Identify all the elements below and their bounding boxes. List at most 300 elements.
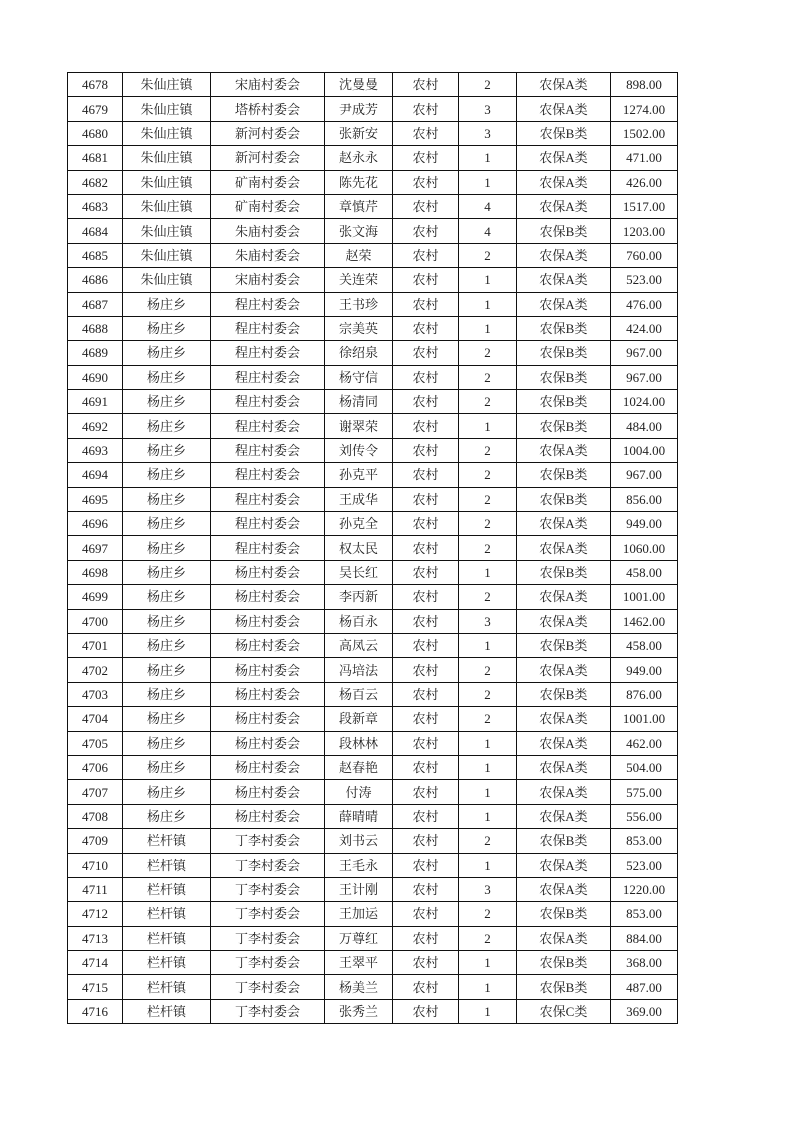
- household-type-cell: 农村: [393, 804, 459, 828]
- serial-number-cell: 4705: [68, 731, 123, 755]
- beneficiary-table: [67, 72, 678, 1024]
- insurance-category-cell: 农保A类: [517, 926, 611, 950]
- household-type-cell: 农村: [393, 512, 459, 536]
- household-type-cell: 农村: [393, 975, 459, 999]
- name-cell: 段林林: [325, 731, 393, 755]
- household-type-cell: 农村: [393, 146, 459, 170]
- village-committee-cell: 朱庙村委会: [211, 219, 325, 243]
- household-size-cell: 1: [459, 975, 517, 999]
- serial-number-cell: 4716: [68, 999, 123, 1023]
- household-size-cell: 1: [459, 633, 517, 657]
- village-committee-cell: 宋庙村委会: [211, 268, 325, 292]
- serial-number-cell: 4712: [68, 902, 123, 926]
- household-type-cell: 农村: [393, 487, 459, 511]
- household-type-cell: 农村: [393, 999, 459, 1023]
- insurance-category-cell: 农保A类: [517, 243, 611, 267]
- table-row: [68, 292, 678, 316]
- serial-number-cell: 4682: [68, 170, 123, 194]
- table-row: [68, 121, 678, 145]
- amount-cell: 967.00: [611, 463, 678, 487]
- village-committee-cell: 程庄村委会: [211, 438, 325, 462]
- household-size-cell: 3: [459, 121, 517, 145]
- name-cell: 赵荣: [325, 243, 393, 267]
- table-row: [68, 585, 678, 609]
- name-cell: 孙克全: [325, 512, 393, 536]
- township-cell: 栏杆镇: [123, 975, 211, 999]
- amount-cell: 1220.00: [611, 877, 678, 901]
- household-type-cell: 农村: [393, 97, 459, 121]
- table-row: [68, 146, 678, 170]
- table-row: [68, 609, 678, 633]
- table-row: [68, 268, 678, 292]
- table-row: [68, 731, 678, 755]
- household-type-cell: 农村: [393, 951, 459, 975]
- name-cell: 高凤云: [325, 633, 393, 657]
- village-committee-cell: 程庄村委会: [211, 536, 325, 560]
- table-row: [68, 780, 678, 804]
- household-size-cell: 2: [459, 487, 517, 511]
- serial-number-cell: 4681: [68, 146, 123, 170]
- township-cell: 杨庄乡: [123, 316, 211, 340]
- village-committee-cell: 程庄村委会: [211, 463, 325, 487]
- household-type-cell: 农村: [393, 609, 459, 633]
- serial-number-cell: 4713: [68, 926, 123, 950]
- name-cell: 陈先花: [325, 170, 393, 194]
- household-type-cell: 农村: [393, 902, 459, 926]
- insurance-category-cell: 农保A类: [517, 438, 611, 462]
- household-type-cell: 农村: [393, 243, 459, 267]
- table-row: [68, 707, 678, 731]
- village-committee-cell: 程庄村委会: [211, 341, 325, 365]
- household-size-cell: 2: [459, 585, 517, 609]
- insurance-category-cell: 农保B类: [517, 365, 611, 389]
- household-size-cell: 1: [459, 146, 517, 170]
- amount-cell: 1502.00: [611, 121, 678, 145]
- serial-number-cell: 4711: [68, 877, 123, 901]
- amount-cell: 369.00: [611, 999, 678, 1023]
- name-cell: 张文海: [325, 219, 393, 243]
- amount-cell: 898.00: [611, 73, 678, 97]
- township-cell: 栏杆镇: [123, 999, 211, 1023]
- table-row: [68, 463, 678, 487]
- name-cell: 李丙新: [325, 585, 393, 609]
- serial-number-cell: 4689: [68, 341, 123, 365]
- name-cell: 徐绍泉: [325, 341, 393, 365]
- household-size-cell: 1: [459, 780, 517, 804]
- household-type-cell: 农村: [393, 926, 459, 950]
- table-row: [68, 926, 678, 950]
- table-row: [68, 365, 678, 389]
- household-size-cell: 1: [459, 268, 517, 292]
- household-type-cell: 农村: [393, 414, 459, 438]
- household-size-cell: 2: [459, 438, 517, 462]
- village-committee-cell: 程庄村委会: [211, 414, 325, 438]
- township-cell: 杨庄乡: [123, 609, 211, 633]
- insurance-category-cell: 农保A类: [517, 170, 611, 194]
- name-cell: 王书珍: [325, 292, 393, 316]
- serial-number-cell: 4696: [68, 512, 123, 536]
- name-cell: 赵永永: [325, 146, 393, 170]
- name-cell: 章慎芹: [325, 194, 393, 218]
- name-cell: 刘书云: [325, 829, 393, 853]
- serial-number-cell: 4707: [68, 780, 123, 804]
- township-cell: 杨庄乡: [123, 365, 211, 389]
- insurance-category-cell: 农保A类: [517, 73, 611, 97]
- insurance-category-cell: 农保B类: [517, 487, 611, 511]
- amount-cell: 853.00: [611, 829, 678, 853]
- village-committee-cell: 朱庙村委会: [211, 243, 325, 267]
- township-cell: 栏杆镇: [123, 853, 211, 877]
- village-committee-cell: 丁李村委会: [211, 829, 325, 853]
- township-cell: 杨庄乡: [123, 463, 211, 487]
- table-row: [68, 951, 678, 975]
- household-size-cell: 1: [459, 804, 517, 828]
- insurance-category-cell: 农保A类: [517, 609, 611, 633]
- insurance-category-cell: 农保B类: [517, 633, 611, 657]
- table-row: [68, 243, 678, 267]
- village-committee-cell: 杨庄村委会: [211, 804, 325, 828]
- village-committee-cell: 塔桥村委会: [211, 97, 325, 121]
- village-committee-cell: 杨庄村委会: [211, 731, 325, 755]
- household-size-cell: 4: [459, 219, 517, 243]
- name-cell: 冯培法: [325, 658, 393, 682]
- township-cell: 杨庄乡: [123, 755, 211, 779]
- township-cell: 栏杆镇: [123, 951, 211, 975]
- village-committee-cell: 新河村委会: [211, 121, 325, 145]
- serial-number-cell: 4703: [68, 682, 123, 706]
- township-cell: 杨庄乡: [123, 438, 211, 462]
- household-size-cell: 3: [459, 97, 517, 121]
- name-cell: 沈曼曼: [325, 73, 393, 97]
- table-row: [68, 194, 678, 218]
- township-cell: 杨庄乡: [123, 536, 211, 560]
- household-size-cell: 2: [459, 243, 517, 267]
- amount-cell: 523.00: [611, 268, 678, 292]
- amount-cell: 1001.00: [611, 585, 678, 609]
- serial-number-cell: 4680: [68, 121, 123, 145]
- household-type-cell: 农村: [393, 658, 459, 682]
- table-row: [68, 853, 678, 877]
- household-type-cell: 农村: [393, 755, 459, 779]
- household-type-cell: 农村: [393, 780, 459, 804]
- insurance-category-cell: 农保A类: [517, 194, 611, 218]
- township-cell: 杨庄乡: [123, 707, 211, 731]
- village-committee-cell: 杨庄村委会: [211, 780, 325, 804]
- name-cell: 杨百永: [325, 609, 393, 633]
- name-cell: 关连荣: [325, 268, 393, 292]
- name-cell: 刘传令: [325, 438, 393, 462]
- table-row: [68, 902, 678, 926]
- name-cell: 薛晴晴: [325, 804, 393, 828]
- amount-cell: 458.00: [611, 560, 678, 584]
- village-committee-cell: 程庄村委会: [211, 487, 325, 511]
- household-type-cell: 农村: [393, 682, 459, 706]
- amount-cell: 1517.00: [611, 194, 678, 218]
- amount-cell: 949.00: [611, 658, 678, 682]
- amount-cell: 856.00: [611, 487, 678, 511]
- name-cell: 孙克平: [325, 463, 393, 487]
- insurance-category-cell: 农保A类: [517, 146, 611, 170]
- household-size-cell: 2: [459, 341, 517, 365]
- amount-cell: 853.00: [611, 902, 678, 926]
- household-type-cell: 农村: [393, 365, 459, 389]
- insurance-category-cell: 农保A类: [517, 755, 611, 779]
- name-cell: 赵春艳: [325, 755, 393, 779]
- household-type-cell: 农村: [393, 121, 459, 145]
- serial-number-cell: 4684: [68, 219, 123, 243]
- household-size-cell: 1: [459, 999, 517, 1023]
- township-cell: 栏杆镇: [123, 877, 211, 901]
- household-size-cell: 2: [459, 926, 517, 950]
- name-cell: 权太民: [325, 536, 393, 560]
- township-cell: 朱仙庄镇: [123, 73, 211, 97]
- household-type-cell: 农村: [393, 633, 459, 657]
- table-row: [68, 219, 678, 243]
- village-committee-cell: 宋庙村委会: [211, 73, 325, 97]
- village-committee-cell: 矿南村委会: [211, 194, 325, 218]
- amount-cell: 556.00: [611, 804, 678, 828]
- insurance-category-cell: 农保B类: [517, 414, 611, 438]
- household-type-cell: 农村: [393, 219, 459, 243]
- serial-number-cell: 4690: [68, 365, 123, 389]
- serial-number-cell: 4704: [68, 707, 123, 731]
- name-cell: 王毛永: [325, 853, 393, 877]
- name-cell: 张秀兰: [325, 999, 393, 1023]
- name-cell: 吴长红: [325, 560, 393, 584]
- village-committee-cell: 杨庄村委会: [211, 682, 325, 706]
- household-type-cell: 农村: [393, 268, 459, 292]
- amount-cell: 1001.00: [611, 707, 678, 731]
- household-size-cell: 1: [459, 853, 517, 877]
- amount-cell: 424.00: [611, 316, 678, 340]
- serial-number-cell: 4691: [68, 390, 123, 414]
- insurance-category-cell: 农保A类: [517, 877, 611, 901]
- insurance-category-cell: 农保B类: [517, 682, 611, 706]
- village-committee-cell: 丁李村委会: [211, 877, 325, 901]
- household-size-cell: 1: [459, 755, 517, 779]
- serial-number-cell: 4706: [68, 755, 123, 779]
- amount-cell: 1060.00: [611, 536, 678, 560]
- household-size-cell: 2: [459, 73, 517, 97]
- table-row: [68, 73, 678, 97]
- household-size-cell: 2: [459, 390, 517, 414]
- table-row: [68, 390, 678, 414]
- serial-number-cell: 4708: [68, 804, 123, 828]
- serial-number-cell: 4685: [68, 243, 123, 267]
- insurance-category-cell: 农保A类: [517, 731, 611, 755]
- table-row: [68, 487, 678, 511]
- insurance-category-cell: 农保A类: [517, 512, 611, 536]
- household-type-cell: 农村: [393, 316, 459, 340]
- name-cell: 万尊红: [325, 926, 393, 950]
- township-cell: 朱仙庄镇: [123, 243, 211, 267]
- table-row: [68, 633, 678, 657]
- township-cell: 杨庄乡: [123, 414, 211, 438]
- household-size-cell: 2: [459, 829, 517, 853]
- township-cell: 杨庄乡: [123, 804, 211, 828]
- household-type-cell: 农村: [393, 170, 459, 194]
- table-row: [68, 97, 678, 121]
- township-cell: 朱仙庄镇: [123, 97, 211, 121]
- household-type-cell: 农村: [393, 341, 459, 365]
- serial-number-cell: 4709: [68, 829, 123, 853]
- township-cell: 朱仙庄镇: [123, 146, 211, 170]
- insurance-category-cell: 农保B类: [517, 463, 611, 487]
- serial-number-cell: 4701: [68, 633, 123, 657]
- serial-number-cell: 4694: [68, 463, 123, 487]
- household-size-cell: 2: [459, 463, 517, 487]
- serial-number-cell: 4698: [68, 560, 123, 584]
- insurance-category-cell: 农保B类: [517, 121, 611, 145]
- household-size-cell: 2: [459, 902, 517, 926]
- household-size-cell: 1: [459, 316, 517, 340]
- amount-cell: 575.00: [611, 780, 678, 804]
- name-cell: 杨百云: [325, 682, 393, 706]
- household-size-cell: 2: [459, 707, 517, 731]
- amount-cell: 471.00: [611, 146, 678, 170]
- table-row: [68, 512, 678, 536]
- serial-number-cell: 4702: [68, 658, 123, 682]
- village-committee-cell: 程庄村委会: [211, 512, 325, 536]
- household-size-cell: 4: [459, 194, 517, 218]
- household-type-cell: 农村: [393, 73, 459, 97]
- township-cell: 朱仙庄镇: [123, 194, 211, 218]
- name-cell: 杨守信: [325, 365, 393, 389]
- township-cell: 杨庄乡: [123, 292, 211, 316]
- household-type-cell: 农村: [393, 560, 459, 584]
- household-type-cell: 农村: [393, 292, 459, 316]
- name-cell: 王翠平: [325, 951, 393, 975]
- table-body: [68, 73, 678, 1024]
- amount-cell: 1203.00: [611, 219, 678, 243]
- insurance-category-cell: 农保B类: [517, 829, 611, 853]
- name-cell: 段新章: [325, 707, 393, 731]
- amount-cell: 504.00: [611, 755, 678, 779]
- serial-number-cell: 4700: [68, 609, 123, 633]
- insurance-category-cell: 农保B类: [517, 951, 611, 975]
- amount-cell: 884.00: [611, 926, 678, 950]
- village-committee-cell: 程庄村委会: [211, 292, 325, 316]
- village-committee-cell: 丁李村委会: [211, 853, 325, 877]
- name-cell: 张新安: [325, 121, 393, 145]
- amount-cell: 426.00: [611, 170, 678, 194]
- village-committee-cell: 杨庄村委会: [211, 585, 325, 609]
- household-size-cell: 3: [459, 877, 517, 901]
- household-type-cell: 农村: [393, 877, 459, 901]
- insurance-category-cell: 农保B类: [517, 902, 611, 926]
- household-type-cell: 农村: [393, 829, 459, 853]
- amount-cell: 368.00: [611, 951, 678, 975]
- insurance-category-cell: 农保A类: [517, 292, 611, 316]
- table-row: [68, 829, 678, 853]
- village-committee-cell: 丁李村委会: [211, 902, 325, 926]
- insurance-category-cell: 农保A类: [517, 658, 611, 682]
- serial-number-cell: 4678: [68, 73, 123, 97]
- household-type-cell: 农村: [393, 194, 459, 218]
- name-cell: 谢翠荣: [325, 414, 393, 438]
- township-cell: 朱仙庄镇: [123, 219, 211, 243]
- village-committee-cell: 程庄村委会: [211, 365, 325, 389]
- village-committee-cell: 丁李村委会: [211, 951, 325, 975]
- township-cell: 栏杆镇: [123, 829, 211, 853]
- amount-cell: 1004.00: [611, 438, 678, 462]
- amount-cell: 1274.00: [611, 97, 678, 121]
- household-size-cell: 2: [459, 512, 517, 536]
- village-committee-cell: 程庄村委会: [211, 390, 325, 414]
- insurance-category-cell: 农保A类: [517, 780, 611, 804]
- household-size-cell: 2: [459, 365, 517, 389]
- serial-number-cell: 4693: [68, 438, 123, 462]
- household-size-cell: 1: [459, 292, 517, 316]
- household-type-cell: 农村: [393, 731, 459, 755]
- township-cell: 杨庄乡: [123, 731, 211, 755]
- serial-number-cell: 4687: [68, 292, 123, 316]
- township-cell: 杨庄乡: [123, 487, 211, 511]
- serial-number-cell: 4683: [68, 194, 123, 218]
- township-cell: 栏杆镇: [123, 926, 211, 950]
- township-cell: 杨庄乡: [123, 390, 211, 414]
- village-committee-cell: 新河村委会: [211, 146, 325, 170]
- amount-cell: 1024.00: [611, 390, 678, 414]
- household-size-cell: 2: [459, 536, 517, 560]
- table-row: [68, 877, 678, 901]
- household-size-cell: 1: [459, 951, 517, 975]
- village-committee-cell: 丁李村委会: [211, 999, 325, 1023]
- insurance-category-cell: 农保B类: [517, 219, 611, 243]
- village-committee-cell: 杨庄村委会: [211, 755, 325, 779]
- village-committee-cell: 矿南村委会: [211, 170, 325, 194]
- insurance-category-cell: 农保A类: [517, 97, 611, 121]
- household-type-cell: 农村: [393, 585, 459, 609]
- amount-cell: 458.00: [611, 633, 678, 657]
- amount-cell: 949.00: [611, 512, 678, 536]
- table-row: [68, 414, 678, 438]
- household-type-cell: 农村: [393, 390, 459, 414]
- insurance-category-cell: 农保A类: [517, 268, 611, 292]
- household-size-cell: 2: [459, 658, 517, 682]
- township-cell: 杨庄乡: [123, 512, 211, 536]
- name-cell: 王成华: [325, 487, 393, 511]
- name-cell: 宗美英: [325, 316, 393, 340]
- household-size-cell: 2: [459, 682, 517, 706]
- name-cell: 王计刚: [325, 877, 393, 901]
- table-row: [68, 804, 678, 828]
- village-committee-cell: 杨庄村委会: [211, 560, 325, 584]
- household-type-cell: 农村: [393, 438, 459, 462]
- serial-number-cell: 4688: [68, 316, 123, 340]
- household-type-cell: 农村: [393, 853, 459, 877]
- township-cell: 朱仙庄镇: [123, 170, 211, 194]
- insurance-category-cell: 农保B类: [517, 560, 611, 584]
- amount-cell: 967.00: [611, 365, 678, 389]
- name-cell: 杨清同: [325, 390, 393, 414]
- amount-cell: 1462.00: [611, 609, 678, 633]
- table-row: [68, 536, 678, 560]
- township-cell: 杨庄乡: [123, 780, 211, 804]
- table-row: [68, 560, 678, 584]
- township-cell: 朱仙庄镇: [123, 121, 211, 145]
- insurance-category-cell: 农保C类: [517, 999, 611, 1023]
- insurance-category-cell: 农保B类: [517, 390, 611, 414]
- serial-number-cell: 4699: [68, 585, 123, 609]
- household-size-cell: 1: [459, 170, 517, 194]
- village-committee-cell: 程庄村委会: [211, 316, 325, 340]
- insurance-category-cell: 农保A类: [517, 707, 611, 731]
- amount-cell: 484.00: [611, 414, 678, 438]
- village-committee-cell: 杨庄村委会: [211, 707, 325, 731]
- village-committee-cell: 杨庄村委会: [211, 633, 325, 657]
- table-row: [68, 438, 678, 462]
